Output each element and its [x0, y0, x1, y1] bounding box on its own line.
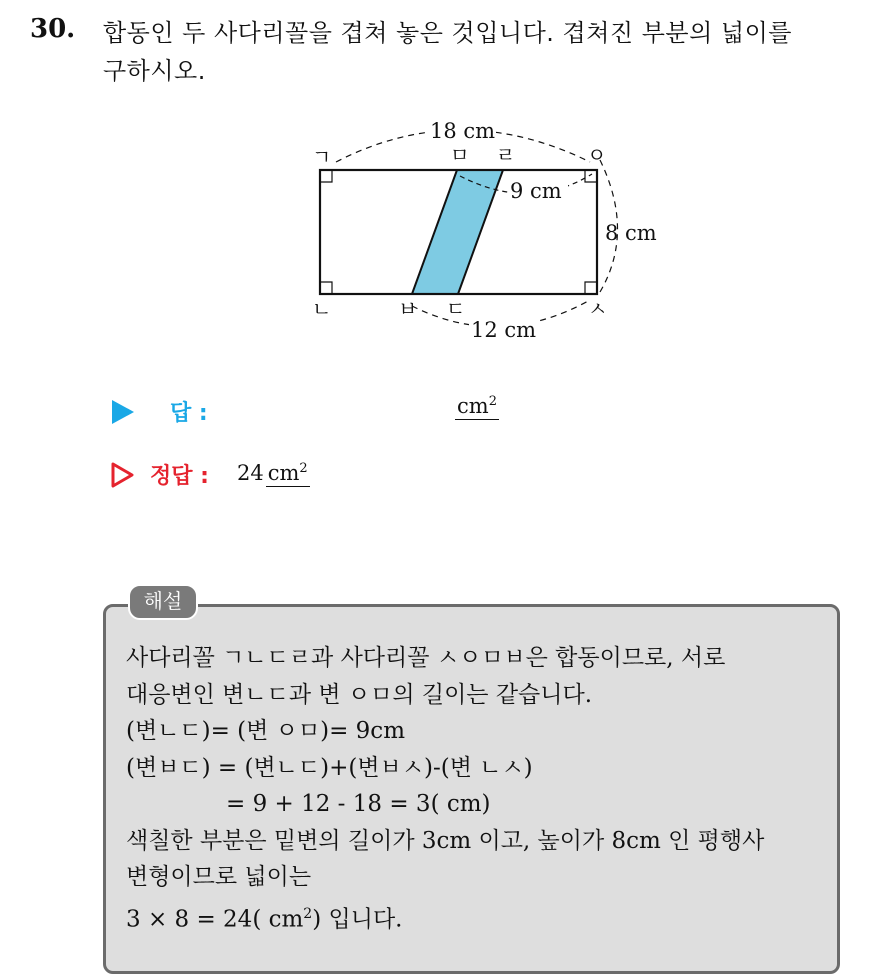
- outline-play-icon: [110, 461, 136, 489]
- question-text-line1: 합동인 두 사다리꼴을 겹쳐 놓은 것입니다. 겹쳐진 부분의 넓이를: [103, 19, 792, 47]
- explanation-final-pre: 3 × 8 = 24( cm: [126, 906, 304, 933]
- label-9cm: 9 cm: [510, 179, 562, 203]
- answer-unit: cm: [457, 394, 489, 418]
- vertex-label-r: ㄹ: [496, 143, 516, 167]
- explanation-line: 대응변인 변ㄴㄷ과 변 ㅇㅁ의 길이는 같습니다.: [126, 681, 593, 708]
- correct-unit-wrap: [266, 461, 310, 487]
- answer-label: 답 :: [170, 401, 208, 426]
- answer-blank[interactable]: [455, 394, 499, 420]
- play-icon: [112, 400, 134, 424]
- vertex-label-m: ㅁ: [450, 143, 470, 167]
- answer-unit-exponent: 2: [488, 394, 497, 409]
- label-18cm: 18 cm: [430, 119, 496, 143]
- explanation-final-post: ) 입니다.: [312, 906, 403, 933]
- question-text: [103, 14, 873, 90]
- vertex-label-d: ㄷ: [446, 297, 466, 321]
- right-angle-mark: [585, 282, 597, 294]
- vertex-label-n: ㄴ: [312, 297, 332, 321]
- explanation-final-exponent: 2: [303, 905, 313, 922]
- correct-unit-exponent: 2: [299, 461, 308, 476]
- correct-answer-row: [110, 455, 530, 495]
- vertex-label-s: ㅅ: [588, 297, 608, 321]
- explanation-line: 사다리꼴 ㄱㄴㄷㄹ과 사다리꼴 ㅅㅇㅁㅂ은 합동이므로, 서로: [126, 645, 726, 671]
- answer-row: [110, 392, 530, 432]
- explanation-line: 색칠한 부분은 밑변의 길이가 3cm 이고, 높이가 8cm 인 평행사: [126, 827, 765, 854]
- label-12cm: 12 cm: [471, 318, 537, 342]
- correct-value: 24: [237, 461, 264, 485]
- question-text-line2: 구하시오.: [103, 57, 206, 85]
- explanation-line: (변ㄴㄷ)= (변 ㅇㅁ)= 9cm: [126, 718, 406, 744]
- question-number: 30.: [30, 14, 76, 44]
- explanation-body: [126, 640, 831, 938]
- explanation-line: (변ㅂㄷ) = (변ㄴㄷ)+(변ㅂㅅ)-(변 ㄴㅅ): [126, 754, 533, 781]
- right-angle-mark: [585, 170, 597, 182]
- right-angle-mark: [320, 282, 332, 294]
- correct-unit: cm: [267, 461, 300, 485]
- trapezoid-figure: [300, 110, 670, 350]
- explanation-tab: 해설: [128, 584, 198, 620]
- vertex-label-b: ㅂ: [398, 297, 418, 321]
- vertex-label-g: ㄱ: [312, 145, 332, 169]
- explanation-line: = 9 + 12 - 18 = 3( cm): [226, 791, 491, 817]
- explanation-line-final: [126, 896, 831, 938]
- label-8cm: 8 cm: [605, 221, 657, 245]
- overlap-region: [412, 170, 503, 294]
- correct-label: 정답 :: [150, 464, 209, 489]
- right-angle-mark: [320, 170, 332, 182]
- explanation-line: 변형이므로 넓이는: [126, 864, 312, 890]
- vertex-label-o: ㅇ: [587, 143, 607, 167]
- correct-value-wrap: [237, 461, 310, 485]
